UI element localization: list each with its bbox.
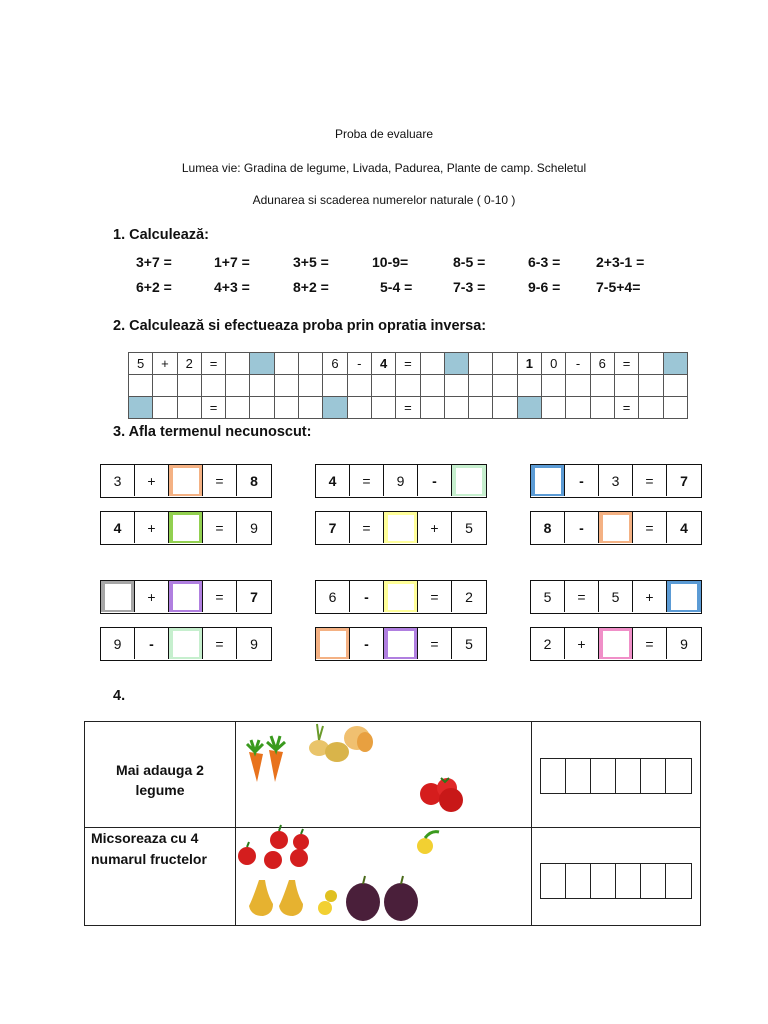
- grid-cell[interactable]: =: [396, 353, 420, 375]
- ex4-heading: 4.: [113, 688, 126, 704]
- unknown-slot[interactable]: [384, 512, 418, 543]
- eq-equals: =: [633, 628, 667, 659]
- grid-cell[interactable]: [177, 375, 201, 397]
- unknown-slot[interactable]: [169, 512, 203, 543]
- eq-operator: +: [418, 512, 452, 543]
- grid-cell[interactable]: [566, 375, 590, 397]
- grid-cell[interactable]: -: [347, 353, 371, 375]
- grid-cell[interactable]: 0: [542, 353, 566, 375]
- grid-cell[interactable]: [590, 375, 614, 397]
- unknown-slot[interactable]: [531, 465, 565, 496]
- equation-box: [100, 464, 272, 498]
- grid-cell[interactable]: =: [201, 353, 225, 375]
- apple-icon: [238, 825, 309, 869]
- grid-cell[interactable]: [299, 375, 323, 397]
- eq-equals: =: [633, 465, 667, 496]
- grid-cell[interactable]: [226, 375, 250, 397]
- eq-result: 2: [465, 588, 473, 605]
- grid-cell[interactable]: [493, 375, 517, 397]
- carrot-icon: [247, 736, 285, 782]
- ex3-heading: 3. Afla termenul necunoscut:: [113, 424, 312, 440]
- grid-cell[interactable]: [639, 397, 663, 419]
- grid-cell[interactable]: [542, 375, 566, 397]
- unknown-slot[interactable]: [384, 581, 418, 612]
- grid-cell[interactable]: 5: [129, 353, 153, 375]
- eq-operator: +: [633, 581, 667, 612]
- eq-operator: -: [565, 512, 599, 543]
- ex2-heading: 2. Calculează si efectueaza proba prin opratia inversa:: [113, 318, 487, 334]
- grid-cell[interactable]: 1: [517, 353, 541, 375]
- eq-result: 4: [680, 519, 688, 536]
- ex1-item: 2+3-1 =: [596, 254, 645, 270]
- unknown-slot[interactable]: [599, 512, 633, 543]
- eq-term: 8: [531, 512, 565, 543]
- unknown-slot[interactable]: [169, 581, 203, 612]
- grid-cell[interactable]: [444, 397, 468, 419]
- grid-cell[interactable]: =: [201, 397, 225, 419]
- eq-result: 9: [680, 635, 688, 652]
- grid-cell[interactable]: [614, 375, 638, 397]
- grid-cell[interactable]: [201, 375, 225, 397]
- grid-cell[interactable]: [299, 353, 323, 375]
- eq-result: 9: [250, 519, 258, 536]
- ex1-item: 3+7 =: [136, 254, 172, 270]
- grid-cell[interactable]: [371, 375, 395, 397]
- equation-box: [315, 580, 487, 614]
- eq-term: 6: [316, 581, 350, 612]
- eq-result: 7: [250, 588, 258, 605]
- eq-result: 7: [680, 472, 688, 489]
- grid-cell-blue[interactable]: [517, 397, 541, 419]
- grid-cell[interactable]: [347, 397, 371, 419]
- equation-box: [315, 627, 487, 661]
- page-topic: Adunarea si scaderea numerelor naturale ( 0-10 ): [252, 193, 516, 207]
- answer-grid-2[interactable]: [540, 863, 692, 899]
- grid-cell[interactable]: [493, 353, 517, 375]
- grid-cell[interactable]: [469, 397, 493, 419]
- ex1-item: 1+7 =: [214, 254, 250, 270]
- eq-term: 9: [101, 628, 135, 659]
- ex1-item: 6+2 =: [136, 279, 172, 295]
- eq-term: 4: [316, 465, 350, 496]
- eq-term: 4: [101, 512, 135, 543]
- grid-cell[interactable]: [590, 397, 614, 419]
- unknown-slot[interactable]: [452, 465, 486, 496]
- grid-cell[interactable]: 6: [590, 353, 614, 375]
- grid-cell[interactable]: [226, 353, 250, 375]
- grid-cell[interactable]: [299, 397, 323, 419]
- eq-equals: =: [418, 628, 452, 659]
- unknown-slot[interactable]: [667, 581, 701, 612]
- eq-operator: -: [350, 628, 384, 659]
- grid-cell[interactable]: [274, 353, 298, 375]
- eq-equals: =: [418, 581, 452, 612]
- grid-cell-blue[interactable]: [663, 353, 687, 375]
- grid-cell[interactable]: =: [614, 397, 638, 419]
- ex1-item: 7-5+4=: [596, 279, 641, 295]
- grid-cell[interactable]: 4: [371, 353, 395, 375]
- eq-equals: =: [565, 581, 599, 612]
- grid-cell-blue[interactable]: [250, 353, 274, 375]
- ex1-item: 3+5 =: [293, 254, 329, 270]
- page-title: Proba de evaluare: [334, 127, 434, 141]
- ex4-row2-text: Micsoreaza cu 4 numarul fructelor: [91, 830, 207, 867]
- eq-operator: -: [418, 465, 452, 496]
- grid-cell[interactable]: [420, 397, 444, 419]
- grid-cell[interactable]: =: [396, 397, 420, 419]
- eq-equals: =: [350, 465, 384, 496]
- grid-cell[interactable]: [420, 353, 444, 375]
- answer-grid-1[interactable]: [540, 758, 692, 794]
- grid-cell[interactable]: [153, 375, 177, 397]
- grid-cell[interactable]: [371, 397, 395, 419]
- equation-box: [100, 580, 272, 614]
- eq-result: 9: [250, 635, 258, 652]
- grid-cell[interactable]: 6: [323, 353, 347, 375]
- equation-box: [100, 511, 272, 545]
- eq-equals: =: [350, 512, 384, 543]
- tomato-icon: [420, 778, 463, 812]
- grid-cell[interactable]: [420, 375, 444, 397]
- fruits-illustration: [235, 822, 531, 926]
- ex1-item: 8+2 =: [293, 279, 329, 295]
- eq-result: 8: [250, 472, 258, 489]
- equation-box: [530, 511, 702, 545]
- grid-cell[interactable]: [663, 397, 687, 419]
- grid-cell[interactable]: [517, 375, 541, 397]
- unknown-slot[interactable]: [316, 628, 350, 659]
- grid-cell[interactable]: [566, 397, 590, 419]
- ex1-heading: 1. Calculează:: [113, 227, 209, 243]
- ex2-grid: [128, 352, 688, 419]
- grid-cell[interactable]: [493, 397, 517, 419]
- eq-operator: +: [135, 465, 169, 496]
- grid-cell[interactable]: [469, 353, 493, 375]
- ex1-item: 10-9=: [372, 254, 409, 270]
- onion-icon: [309, 724, 373, 762]
- ex1-item: 7-3 =: [453, 279, 486, 295]
- grid-cell[interactable]: [444, 375, 468, 397]
- grid-cell[interactable]: 2: [177, 353, 201, 375]
- eq-equals: =: [203, 465, 237, 496]
- grid-cell[interactable]: [639, 353, 663, 375]
- ex1-item: 8-5 =: [453, 254, 486, 270]
- grid-cell[interactable]: [323, 375, 347, 397]
- equation-box: [315, 464, 487, 498]
- grid-cell[interactable]: =: [614, 353, 638, 375]
- ex1-item: 4+3 =: [214, 279, 250, 295]
- grid-cell[interactable]: [226, 397, 250, 419]
- eq-term: 3: [101, 465, 135, 496]
- grid-cell-blue[interactable]: [129, 397, 153, 419]
- grid-cell[interactable]: [347, 375, 371, 397]
- eq-equals: =: [203, 628, 237, 659]
- eq-operator: -: [565, 465, 599, 496]
- grid-row-3: [129, 397, 688, 419]
- grid-cell[interactable]: [639, 375, 663, 397]
- grid-row-1: [129, 353, 688, 375]
- grid-cell[interactable]: [469, 375, 493, 397]
- grid-cell[interactable]: [396, 375, 420, 397]
- plum-icon: [346, 876, 418, 921]
- unknown-slot[interactable]: [169, 465, 203, 496]
- ex1-item: 6-3 =: [528, 254, 561, 270]
- eq-term: 5: [465, 519, 473, 536]
- equation-box: [530, 464, 702, 498]
- eq-equals: =: [203, 581, 237, 612]
- eq-term: 5: [599, 581, 633, 612]
- grid-cell[interactable]: -: [566, 353, 590, 375]
- unknown-slot[interactable]: [384, 628, 418, 659]
- grid-cell-blue[interactable]: [323, 397, 347, 419]
- ex4-table: [84, 721, 701, 926]
- eq-term: 7: [316, 512, 350, 543]
- unknown-slot[interactable]: [169, 628, 203, 659]
- grid-cell[interactable]: [177, 397, 201, 419]
- unknown-slot[interactable]: [599, 628, 633, 659]
- eq-operator: -: [350, 581, 384, 612]
- vegetables-illustration: [237, 722, 531, 827]
- eq-operator: +: [135, 581, 169, 612]
- eq-operator: -: [135, 628, 169, 659]
- unknown-slot[interactable]: [101, 581, 135, 612]
- eq-result: 5: [465, 635, 473, 652]
- grid-cell[interactable]: [274, 397, 298, 419]
- eq-term: 5: [531, 581, 565, 612]
- ex1-item: 9-6 =: [528, 279, 561, 295]
- eq-equals: =: [633, 512, 667, 543]
- ex1-item: 5-4 =: [380, 279, 413, 295]
- grid-row-2: [129, 375, 688, 397]
- grid-cell[interactable]: [250, 375, 274, 397]
- grid-cell[interactable]: [274, 375, 298, 397]
- equation-box: [530, 580, 702, 614]
- equation-box: [530, 627, 702, 661]
- pear-icon: [249, 880, 303, 916]
- eq-operator: +: [135, 512, 169, 543]
- grid-cell-blue[interactable]: [444, 353, 468, 375]
- ex4-row1-text: Mai adauga 2 legume: [116, 762, 204, 798]
- eq-equals: =: [203, 512, 237, 543]
- eq-term: 2: [531, 628, 565, 659]
- eq-term: 9: [384, 465, 418, 496]
- grid-cell[interactable]: [542, 397, 566, 419]
- page-subtitle: Lumea vie: Gradina de legume, Livada, Padurea, Plante de camp. Scheletul: [181, 161, 587, 175]
- grid-cell[interactable]: [663, 375, 687, 397]
- equation-box: [315, 511, 487, 545]
- grid-cell[interactable]: +: [153, 353, 177, 375]
- equation-box: [100, 627, 272, 661]
- grid-cell[interactable]: [250, 397, 274, 419]
- eq-operator: +: [565, 628, 599, 659]
- grid-cell[interactable]: [129, 375, 153, 397]
- eq-term: 3: [599, 465, 633, 496]
- grid-cell[interactable]: [153, 397, 177, 419]
